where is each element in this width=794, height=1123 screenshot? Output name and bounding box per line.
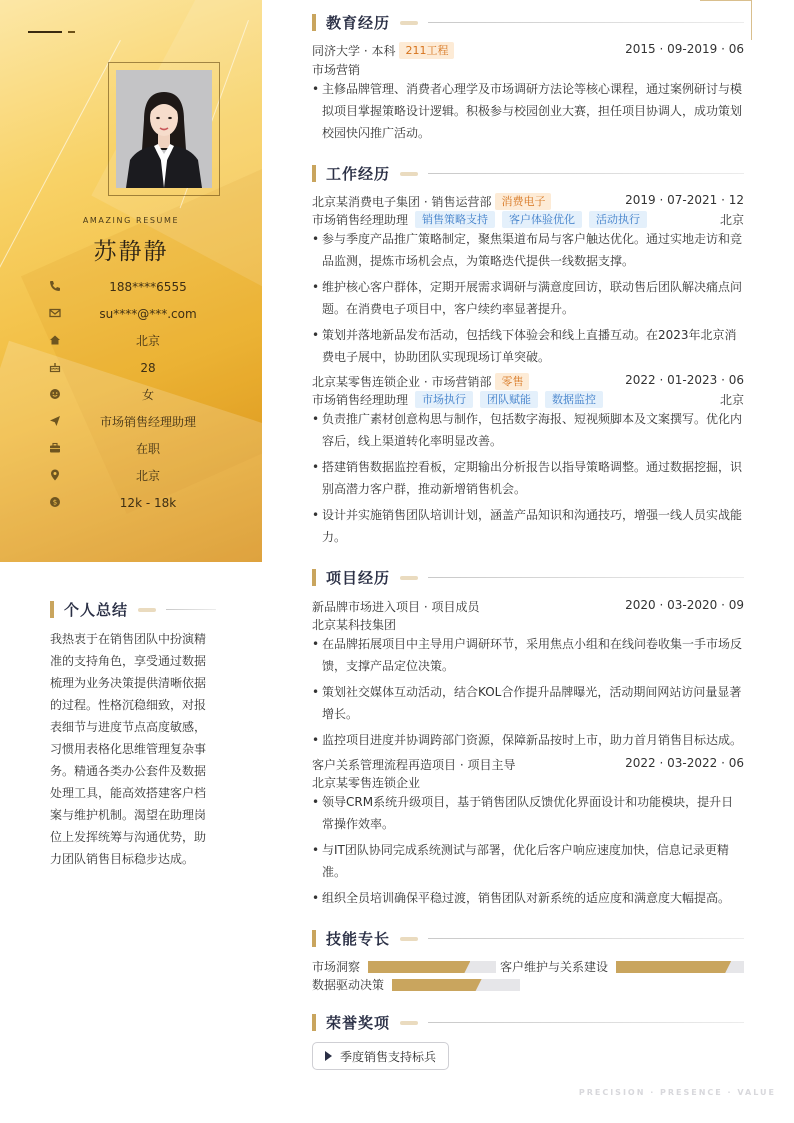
age-value: 28 bbox=[140, 360, 156, 375]
job-subheader bbox=[312, 211, 744, 228]
project-bullet: • 与IT团队协同完成系统测试与部署，优化后客户响应速度加快，信息记录更精准。 bbox=[312, 839, 744, 883]
location-icon bbox=[48, 468, 62, 482]
project-bullet: • 策划社交媒体互动活动，结合KOL合作提升品牌曝光，活动期间网站访问量显著增长。 bbox=[312, 681, 744, 725]
skill-track bbox=[616, 961, 744, 973]
info-row-email bbox=[48, 304, 238, 331]
job-period: 2022 · 01-2023 · 06 bbox=[625, 373, 744, 387]
job-bullet: • 策划并落地新品发布活动，包括线下体验会和线上直播互动。在2023年北京消费电子展中，协助团队实现现场订单突破。 bbox=[312, 324, 744, 368]
job-period: 2019 · 07-2021 · 12 bbox=[625, 193, 744, 207]
education-row bbox=[312, 42, 744, 59]
education-period: 2015 · 09-2019 · 06 bbox=[625, 42, 744, 56]
decorative-dash bbox=[68, 31, 75, 33]
honors-section-header bbox=[312, 1013, 744, 1033]
honor-item bbox=[312, 1042, 449, 1070]
decorative-dash bbox=[28, 31, 62, 33]
job-bullet: • 维护核心客户群体，定期开展需求调研与满意度回访，联动售后团队解决痛点问题。在消费电子项目中，客户续约率显著提升。 bbox=[312, 276, 744, 320]
send-icon bbox=[48, 414, 62, 428]
honors-title: 荣誉奖项 bbox=[326, 1014, 391, 1032]
job-subheader bbox=[312, 391, 744, 408]
project-bullet: • 组织全员培训确保平稳过渡，销售团队对新系统的适应度和满意度大幅提高。 bbox=[312, 887, 744, 909]
target-position-value: 市场销售经理助理 bbox=[99, 415, 196, 429]
summary-text: 我热衷于在销售团队中扮演精准的支持角色，享受通过数据梳理为业务决策提供清晰依据的过程。性格沉稳细致，对报表细节与进度节点高度敏感，习惯用表格化思维管理复杂事务。精通各类办公套件及数据处理工具，能高效搭建客户档案与维护机制。渴望在助理岗位上发挥统筹与沟通优势，助力团队销售目标稳步达成。 bbox=[50, 632, 207, 866]
skill-item bbox=[312, 960, 496, 974]
education-section-header bbox=[312, 13, 744, 33]
project-org-row bbox=[312, 616, 744, 633]
projects-section-header bbox=[312, 568, 744, 588]
summary-title: 个人总结 bbox=[64, 601, 129, 619]
info-row-city bbox=[48, 331, 238, 358]
home-icon bbox=[48, 333, 62, 347]
job-bullet: • 负责推广素材创意构思与制作，包括数字海报、短视频脚本及文案撰写。优化内容后，线上渠道转化率明显改善。 bbox=[312, 408, 744, 452]
skill-item bbox=[500, 960, 744, 974]
education-title: 教育经历 bbox=[326, 14, 391, 32]
phone-value: 188****6555 bbox=[109, 279, 187, 294]
job-bullet: • 设计并实施销售团队培训计划，涵盖产品知识和沟通技巧，增强一线人员实战能力。 bbox=[312, 504, 744, 548]
avatar bbox=[116, 70, 212, 188]
skills-title: 技能专长 bbox=[326, 930, 391, 948]
job-header bbox=[312, 193, 744, 210]
project-org: 北京某零售连锁企业 bbox=[312, 776, 421, 790]
info-row-salary bbox=[48, 493, 238, 520]
project-name: 客户关系管理流程再造项目 · 项目主导 bbox=[312, 758, 516, 772]
skill-item bbox=[312, 978, 520, 992]
skill-track bbox=[368, 961, 496, 973]
cake-icon bbox=[48, 360, 62, 374]
status-value: 在职 bbox=[135, 442, 160, 456]
phone-icon bbox=[48, 279, 62, 293]
project-name: 新品牌市场进入项目 · 项目成员 bbox=[312, 600, 480, 614]
job-industry-tag: 零售 bbox=[495, 373, 529, 390]
smile-icon bbox=[48, 387, 62, 401]
job-bullet: • 参与季度产品推广策略制定，聚焦渠道布局与客户触达优化。通过实地走访和竞品监测，提炼市场机会点，为策略迭代提供一线数据支撑。 bbox=[312, 228, 744, 272]
job-position: 市场销售经理助理 bbox=[312, 213, 409, 227]
skill-name: 数据驱动决策 bbox=[312, 978, 385, 992]
city-value: 北京 bbox=[135, 334, 160, 348]
school-tag: 211工程 bbox=[399, 42, 454, 59]
skill-name: 市场洞察 bbox=[312, 960, 361, 974]
footer-slogan: PRECISION · PRESENCE · VALUE bbox=[578, 1088, 776, 1097]
skill-level-fill bbox=[392, 979, 482, 991]
email-value: su****@***.com bbox=[99, 306, 197, 321]
job-city: 北京 bbox=[719, 393, 744, 407]
mail-icon bbox=[48, 306, 62, 320]
job-skill-tag: 活动执行 bbox=[589, 211, 647, 228]
project-header bbox=[312, 598, 744, 615]
project-period: 2022 · 03-2022 · 06 bbox=[625, 756, 744, 770]
honor-label: 季度销售支持标兵 bbox=[340, 1049, 437, 1064]
job-industry-tag: 消费电子 bbox=[495, 193, 551, 210]
job-company: 北京某零售连锁企业 · 市场营销部 bbox=[312, 375, 492, 389]
svg-text:$: $ bbox=[52, 498, 58, 507]
info-row-age bbox=[48, 358, 238, 385]
money-icon bbox=[48, 495, 62, 509]
skill-level-fill bbox=[368, 961, 470, 973]
project-org: 北京某科技集团 bbox=[312, 618, 397, 632]
major-row bbox=[312, 61, 744, 78]
briefcase-icon bbox=[48, 441, 62, 455]
skill-name: 客户维护与关系建设 bbox=[500, 960, 609, 974]
info-row-gender bbox=[48, 385, 238, 412]
project-org-row bbox=[312, 774, 744, 791]
project-bullet: • 在品牌拓展项目中主导用户调研环节，采用焦点小组和在线问卷收集一手市场反馈，支撑产品定位决策。 bbox=[312, 633, 744, 677]
education-desc: • 主修品牌管理、消费者心理学及市场调研方法论等核心课程，通过案例研讨与模拟项目掌握策略设计逻辑。积极参与校园创业大赛，担任项目协调人，成功策划校园快闪推广活动。 bbox=[312, 78, 744, 144]
work-section-header bbox=[312, 164, 744, 184]
info-row-target-position bbox=[48, 412, 238, 439]
job-skill-tag: 团队赋能 bbox=[480, 391, 538, 408]
job-city: 北京 bbox=[719, 213, 744, 227]
job-company: 北京某消费电子集团 · 销售运营部 bbox=[312, 195, 492, 209]
school-name: 同济大学 · 本科 bbox=[312, 44, 396, 58]
project-period: 2020 · 03-2020 · 09 bbox=[625, 598, 744, 612]
work-title: 工作经历 bbox=[326, 165, 391, 183]
job-bullet: • 搭建销售数据监控看板，定期输出分析报告以指导策略调整。通过数据挖掘，识别高潜力客户群，推动新增销售机会。 bbox=[312, 456, 744, 500]
summary-section-header bbox=[50, 600, 216, 620]
salary-value: 12k - 18k bbox=[119, 495, 177, 510]
project-bullet: • 监控项目进度并协调跨部门资源，保障新品按时上市，助力首月销售目标达成。 bbox=[312, 729, 744, 751]
project-bullet: • 领导CRM系统升级项目，基于销售团队反馈优化界面设计和功能模块，提升日常操作效率。 bbox=[312, 791, 744, 835]
resume-tagline: AMAZING RESUME bbox=[82, 216, 180, 225]
info-row-status bbox=[48, 439, 238, 466]
job-skill-tag: 销售策略支持 bbox=[415, 211, 495, 228]
candidate-name: 苏静静 bbox=[93, 239, 169, 265]
info-row-preferred-city bbox=[48, 466, 238, 493]
job-skill-tag: 客户体验优化 bbox=[502, 211, 582, 228]
job-skill-tag: 数据监控 bbox=[545, 391, 603, 408]
job-skill-tag: 市场执行 bbox=[415, 391, 473, 408]
project-header bbox=[312, 756, 744, 773]
major: 市场营销 bbox=[312, 63, 361, 77]
job-position: 市场销售经理助理 bbox=[312, 393, 409, 407]
gender-value: 女 bbox=[141, 388, 154, 402]
job-header bbox=[312, 373, 744, 390]
skills-section-header bbox=[312, 929, 744, 949]
skill-level-fill bbox=[616, 961, 731, 973]
play-icon bbox=[325, 1051, 332, 1061]
preferred-city-value: 北京 bbox=[135, 469, 160, 483]
contact-info-list bbox=[48, 277, 238, 520]
skill-track bbox=[392, 979, 520, 991]
projects-title: 项目经历 bbox=[326, 569, 391, 587]
info-row-phone bbox=[48, 277, 238, 304]
